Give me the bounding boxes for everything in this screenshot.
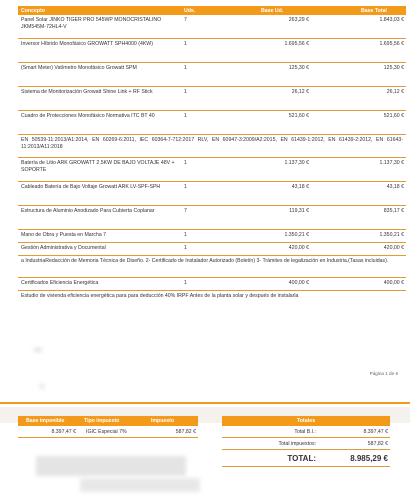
header-uds: Uds. — [184, 7, 196, 14]
table-row — [18, 206, 406, 230]
table-row — [18, 158, 406, 182]
cell-uds: 7 — [184, 208, 187, 214]
page-number: Página 1 de 6 — [369, 371, 398, 376]
cell-base-total: 400,00 € — [383, 280, 404, 286]
totals-header: Totales — [222, 416, 390, 426]
tax-summary-header — [18, 416, 198, 426]
table-row — [18, 230, 406, 243]
header-base-ud: Base Ud. — [261, 7, 284, 14]
cell-uds: 1 — [184, 245, 187, 251]
cell-base-imponible: 8.397,47 € — [51, 428, 76, 435]
cell-uds: 1 — [184, 280, 187, 286]
cell-uds: 1 — [184, 184, 187, 190]
total-impuestos-label: Total impuestos: — [278, 440, 316, 447]
cell-tipo-impuesto: IGIC Especial 7% — [86, 428, 127, 435]
table-header — [18, 6, 406, 15]
cell-concepto: Gestión Administrativa y Documental — [21, 245, 106, 251]
cell-uds: 1 — [184, 89, 187, 95]
cell-concepto: Batería de Litio ARK GROWATT 2.5KW DE BAJO VOLTAJE 48V + SOPORTE — [21, 160, 175, 173]
cell-base-total: 43,18 € — [386, 184, 404, 190]
cell-concepto: Panel Solar JINKO TIGER PRO 545WP MONOCRISTALINO JKM545M-72HL4-V — [21, 17, 162, 30]
blurred-area — [36, 456, 186, 476]
cell-base-total: 420,00 € — [383, 245, 404, 251]
cell-impuesto: 587,82 € — [175, 428, 196, 435]
admin-text: a IndustriaRedacción de Memoria Técnica de Diseño. 2- Certificado de Instalador Autorizado (Boletín) 3- Trámites de legalización en Industria.(Tasas incluidas). — [18, 256, 406, 278]
total-bi-value: 8.397,47 € — [363, 428, 388, 435]
cell-uds: 7 — [184, 17, 187, 23]
blurred-mark — [40, 384, 44, 389]
cell-concepto: Cuadro de Protecciones Monofásico Normativa ITC BT 40 — [21, 113, 155, 119]
table-row — [18, 182, 406, 206]
cell-concepto: Estructura de Aluminio Anodizado Para Cubierta Coplanar — [21, 208, 155, 214]
cell-concepto: Certificados Eficiencia Energética — [21, 280, 99, 286]
blurred-mark — [34, 348, 42, 352]
total-impuestos-value: 587,82 € — [367, 440, 388, 447]
cell-uds: 1 — [184, 160, 187, 166]
cell-concepto: Cableado Batería de Bajo Voltaje Growatt ARK LV-SPF-SPH — [21, 184, 161, 190]
totals-row-total — [222, 450, 390, 467]
table-row — [18, 111, 406, 135]
header-base-imponible: Base imponible — [26, 418, 65, 424]
table-row — [18, 278, 406, 291]
blurred-area — [80, 478, 200, 492]
cell-base-total: 26,12 € — [386, 89, 404, 95]
cell-base-total: 1.695,56 € — [379, 41, 404, 47]
energy-note: Estudio de vivienda eficiencia energética para para deducción 40% IRPF Antes de la planta solar y después de instalarla — [21, 293, 299, 299]
cell-base-total: 125,30 € — [383, 65, 404, 71]
cell-uds: 1 — [184, 113, 187, 119]
table-row — [18, 87, 406, 111]
orange-divider — [0, 402, 410, 404]
table-row — [18, 39, 406, 63]
header-base-total: Base Total — [361, 7, 387, 14]
cell-base-ud: 400,00 € — [288, 280, 309, 286]
cell-base-total: 835,17 € — [383, 208, 404, 214]
cell-concepto: (Smart Meter) Vatímetro Monofásico Growatt SPM — [21, 65, 137, 71]
cell-concepto: Sistema de Monitorización Growatt Shine Link + RF Stick — [21, 89, 153, 95]
table-row — [18, 15, 406, 39]
cell-base-ud: 119,31 € — [289, 208, 309, 214]
cell-uds: 1 — [184, 232, 187, 238]
header-concepto: Concepto — [21, 7, 45, 14]
total-bi-label: Total B.I.: — [294, 428, 316, 435]
tax-summary-table — [18, 416, 198, 438]
cell-base-ud: 1.350,21 € — [284, 232, 309, 238]
cell-uds: 1 — [184, 41, 187, 47]
header-tipo-impuesto: Tipo impuesto — [84, 418, 120, 424]
items-table — [18, 6, 406, 302]
norms-text: EN 50539-11:2013/A1:2014, EN 60269-6:2011, IEC 60364-7-712:2017 RLV, EN 60947-3:2009/A2:2015, EN 61439-1:2012, EN 61439-2:2012, EN 61643-11:2013/A11:2018 — [18, 135, 406, 158]
table-row — [18, 243, 406, 256]
tax-summary-row — [18, 426, 198, 438]
cell-uds: 1 — [184, 65, 187, 71]
totals-row-bi — [222, 426, 390, 438]
cell-base-total: 1.843,03 € — [379, 17, 404, 23]
cell-base-total: 521,60 € — [383, 113, 404, 119]
cell-base-ud: 125,30 € — [288, 65, 309, 71]
cell-base-ud: 43,18 € — [291, 184, 309, 190]
cell-base-ud: 1.137,30 € — [284, 160, 309, 166]
total-label: TOTAL: — [287, 453, 316, 463]
totals-row-impuestos — [222, 438, 390, 450]
cell-base-ud: 420,00 € — [288, 245, 309, 251]
totals-table — [222, 416, 390, 467]
cell-base-ud: 26,12 € — [291, 89, 309, 95]
cell-base-total: 1.137,30 € — [379, 160, 404, 166]
cell-base-ud: 521,60 € — [288, 113, 309, 119]
table-row — [18, 63, 406, 87]
cell-base-ud: 263,29 € — [288, 17, 309, 23]
total-value: 8.985,29 € — [350, 453, 388, 463]
cell-concepto: Inversor Híbrido Monofásico GROWATT SPH4000 (4KW) — [21, 41, 153, 47]
cell-base-ud: 1.695,56 € — [284, 41, 309, 47]
cell-base-total: 1.350,21 € — [379, 232, 404, 238]
cell-concepto: Mano de Obra y Puesta en Marcha 7 — [21, 232, 107, 238]
header-impuesto: Impuesto — [151, 418, 175, 424]
